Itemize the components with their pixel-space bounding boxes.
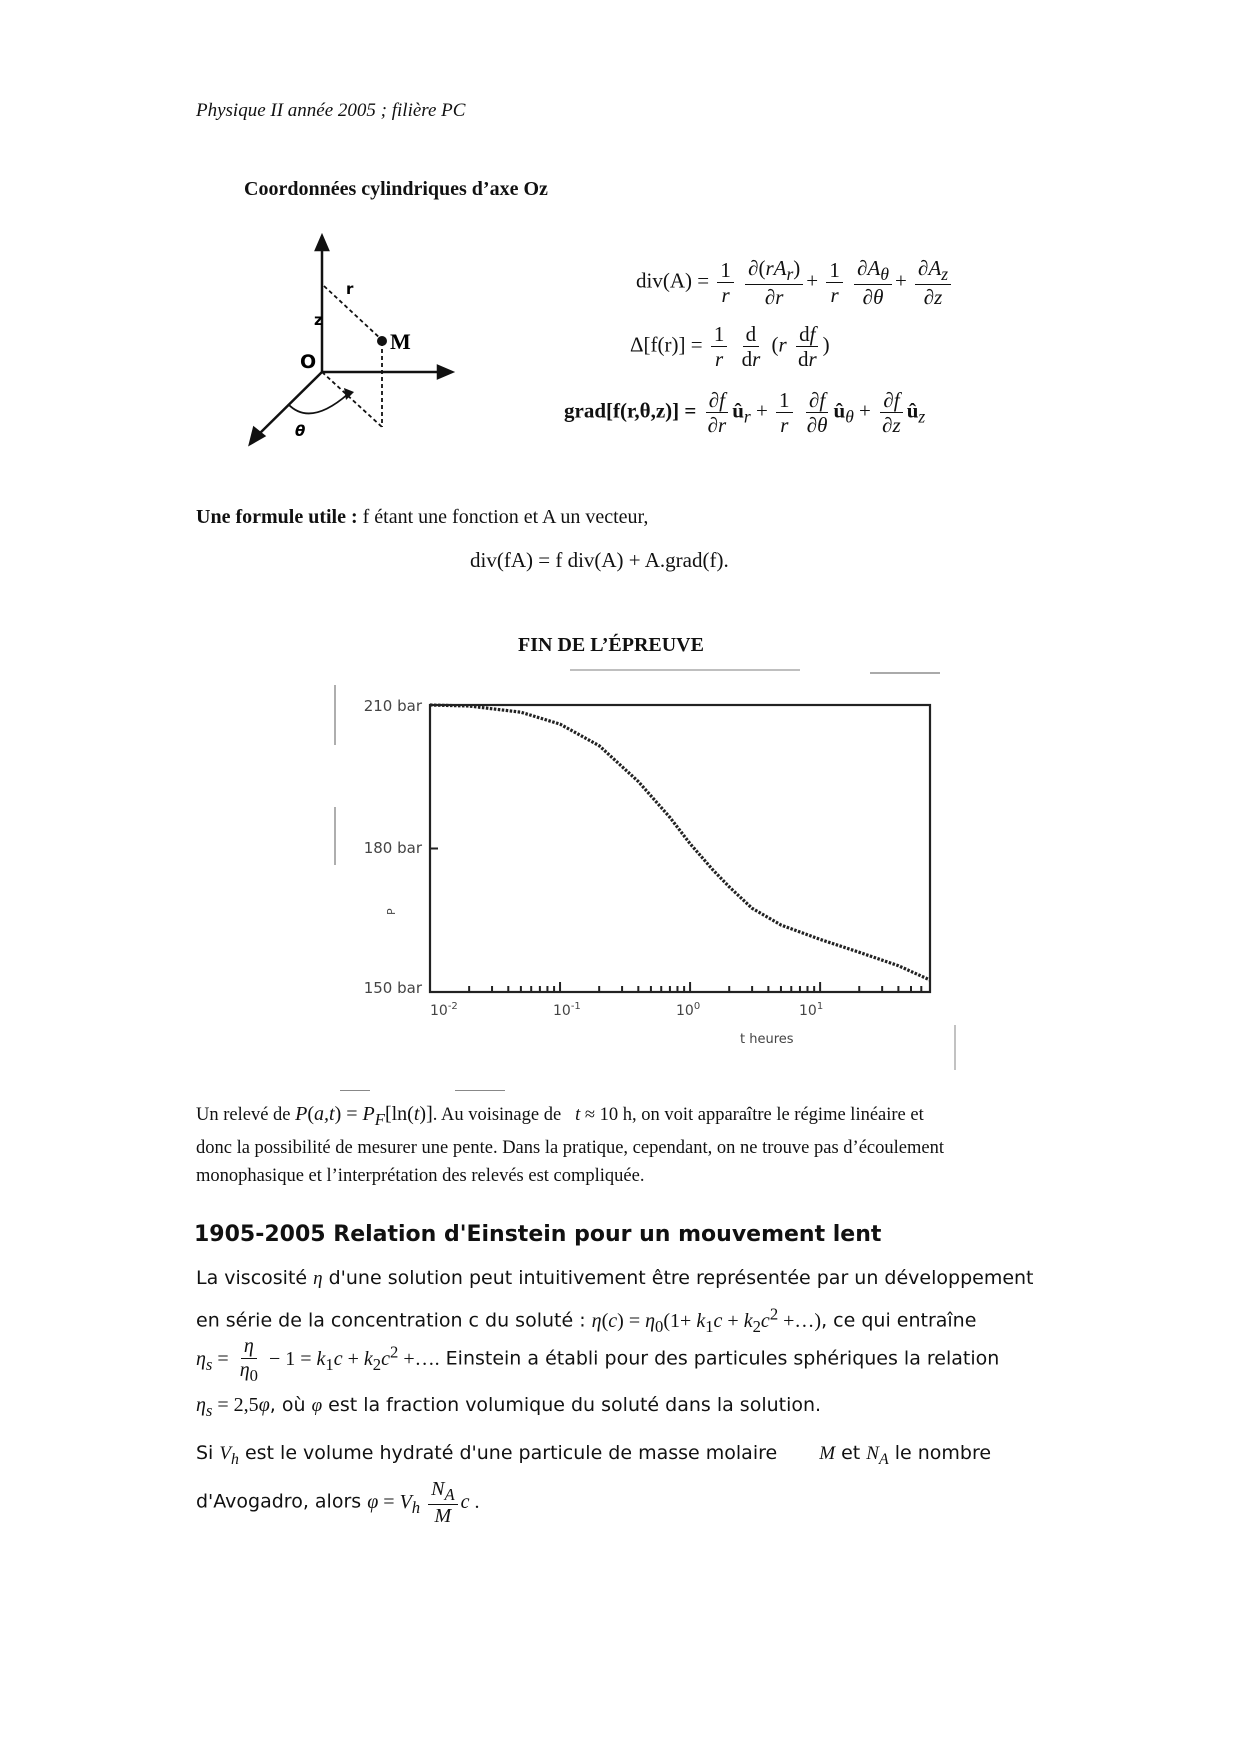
einstein-p2b: , ce qui entraîne bbox=[821, 1309, 977, 1332]
einstein-p4b: est la fraction volumique du soluté dans la solution. bbox=[328, 1394, 822, 1416]
einstein-p4a: , où bbox=[269, 1394, 306, 1416]
point-m bbox=[377, 336, 387, 346]
plot-frame bbox=[430, 705, 930, 992]
pressure-curve bbox=[430, 705, 930, 980]
label-z: z bbox=[314, 311, 323, 329]
x-tick-2: $10^0$ bbox=[676, 1001, 701, 1019]
useful-equation: div(fA) = f div(A) + A.grad(f). bbox=[470, 548, 729, 572]
page-header: Physique II année 2005 ; filière PC bbox=[196, 100, 466, 121]
y-arrow bbox=[438, 366, 452, 378]
grad-formula: grad[f(r,θ,z)] = $\frac{\partial f}{\partial r}$ $û_r$ + $\frac{1}{r}$ $\frac{\partial f}{\partial\theta}$ $û_\theta$ + $\frac{\partial f}{\partial z}$ $û_z$ bbox=[564, 388, 926, 438]
cylindrical-diagram bbox=[240, 232, 460, 452]
einstein-p5a: Si bbox=[196, 1442, 214, 1464]
y-tick-180: 180 bar bbox=[363, 839, 422, 857]
end-of-exam: FIN DE L’ÉPREUVE bbox=[518, 634, 704, 656]
einstein-p6-text: d'Avogadro, alors bbox=[196, 1490, 362, 1513]
einstein-p3-text: Einstein a établi pour des particules sphériques la relation bbox=[445, 1347, 1000, 1370]
releve-line3: monophasique et l’interprétation des relevés est compliquée. bbox=[196, 1166, 645, 1186]
x-axis-label: t heures bbox=[740, 1032, 794, 1047]
einstein-p1a: La viscosité bbox=[196, 1267, 308, 1289]
useful-label: Une formule utile : bbox=[196, 506, 358, 528]
pressure-chart bbox=[330, 665, 970, 1085]
einstein-p1b: d'une solution peut intuitivement être représentée par un développement bbox=[328, 1267, 1034, 1289]
label-m: M bbox=[390, 329, 411, 354]
einstein-p4: $\eta_s = 2,5\varphi$, où φ est la fraction volumique du soluté dans la solution. bbox=[196, 1394, 822, 1420]
einstein-p6: d'Avogadro, alors $\varphi = V_h$ $\frac{N_A}{M}$ c . bbox=[196, 1478, 480, 1528]
x-tick-1: $10^{-1}$ bbox=[553, 1001, 581, 1019]
z-arrow bbox=[316, 236, 328, 250]
einstein-p5b: est le volume hydraté d'une particule de masse molaire bbox=[244, 1442, 778, 1464]
x-tick-0: $10^{-2}$ bbox=[430, 1001, 458, 1019]
laplacian-formula-lhs: Δ[f(r)] = bbox=[630, 332, 703, 357]
div-formula-lhs: div(A) = bbox=[636, 268, 710, 293]
einstein-p2a: en série de la concentration c du soluté : bbox=[196, 1309, 586, 1332]
y-tick-210: 210 bar bbox=[363, 697, 422, 715]
label-r: r bbox=[346, 280, 354, 298]
grad-formula-lhs: grad[f(r,θ,z)] = bbox=[564, 398, 697, 423]
y-axis-label: P bbox=[385, 908, 398, 915]
laplacian-formula: Δ[f(r)] = $\frac{1}{r}$ $\frac{d}{dr}$ (r $\frac{df}{dr}$ ) bbox=[630, 322, 830, 372]
releve-line1a: Un relevé de bbox=[196, 1105, 291, 1125]
releve-line2: donc la possibilité de mesurer une pente. Dans la pratique, cependant, on ne trouve pas d’écoulement bbox=[196, 1138, 944, 1158]
einstein-p2: en série de la concentration c du soluté : $\eta(c) = \eta_0(1+ k_1c + k_2c^2$ +…), ce qui entraîne bbox=[196, 1304, 977, 1336]
einstein-p1: La viscosité η d'une solution peut intuitivement être représentée par un développement bbox=[196, 1267, 1034, 1289]
useful-formula-line bbox=[196, 506, 648, 529]
einstein-p3: $\eta_s$ = $\frac{\eta}{\eta_0}$ − $1 = k_1c + k_2c^2$ +…. Einstein a établi pour des particules sphériques la relation bbox=[196, 1335, 1000, 1385]
einstein-title: 1905-2005 Relation d'Einstein pour un mouvement lent bbox=[194, 1222, 882, 1247]
releve-line1c: h, on voit apparaître le régime linéaire et bbox=[622, 1105, 924, 1125]
releve-paragraph: Un relevé de $P(a,t) = P_F[\ln(t)]$. Au voisinage de t ≈ 10 h, on voit apparaître le régime linéaire et donc la possibilité de mesurer une pente. Dans la pratique, cependant, on ne trouve pas d’écoulement monophasique et l’interprétation des relevés est compliquée. bbox=[196, 1100, 1076, 1190]
useful-text: f étant une fonction et A un vecteur, bbox=[362, 506, 649, 528]
section-title: Coordonnées cylindriques d’axe Oz bbox=[244, 178, 548, 200]
label-theta: θ bbox=[295, 422, 306, 440]
div-formula: div(A) = $\frac{1}{r}$ $\frac{\partial(rA_r)}{\partial r}$ + $\frac{1}{r}$ $\frac{\partial A_\theta}{\partial\theta}$ + $\frac{\partial A_z}{\partial z}$ bbox=[636, 256, 954, 309]
x-tick-3: $10^1$ bbox=[799, 1001, 824, 1019]
einstein-p5d: le nombre bbox=[894, 1442, 992, 1464]
releve-line1b: . Au voisinage de bbox=[432, 1105, 562, 1125]
einstein-p5: Si $V_h$ est le volume hydraté d'une particule de masse molaire M et $N_A$ le nombre bbox=[196, 1442, 992, 1468]
einstein-p5c: et bbox=[841, 1442, 861, 1464]
projection-line bbox=[322, 372, 382, 427]
label-o: O bbox=[300, 351, 317, 373]
y-tick-150: 150 bar bbox=[363, 979, 422, 997]
